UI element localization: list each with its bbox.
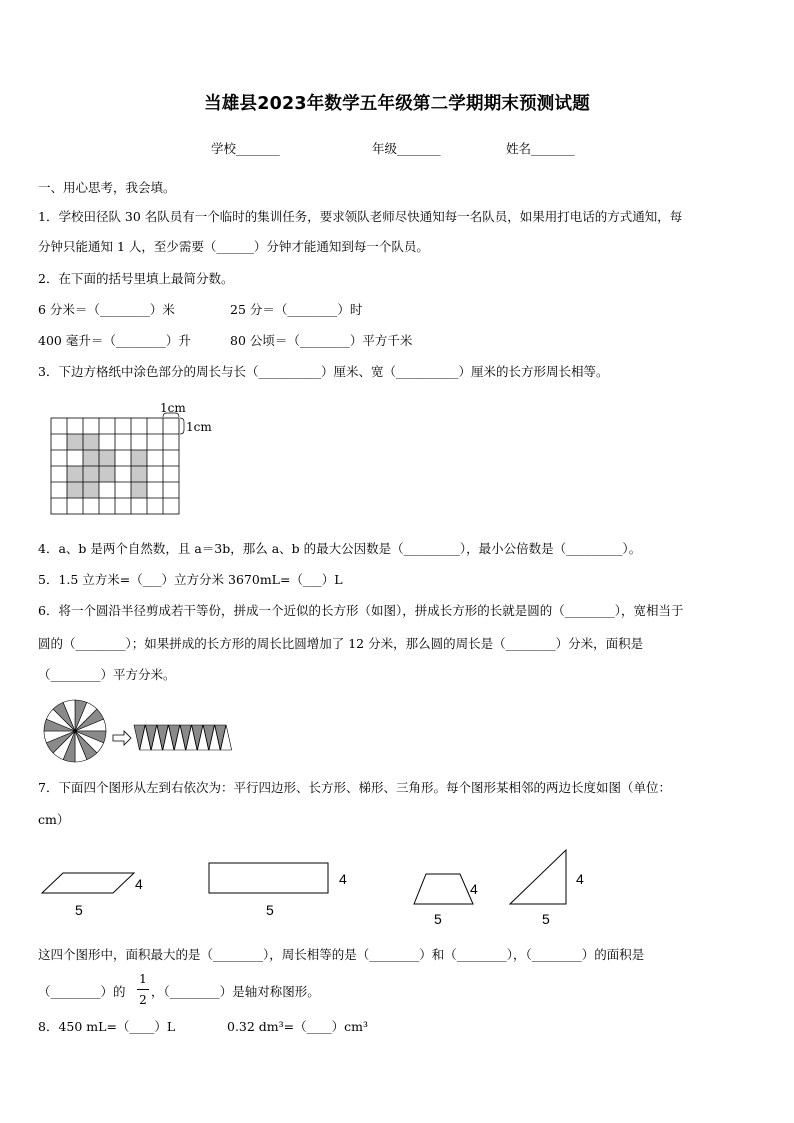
trapezoid-side-label: 4 <box>470 881 478 897</box>
q1-line1: 1．学校田径队 30 名队员有一个临时的集训任务，要求领队老师尽快通知每一名队员，如果用打电话的方式通知，每 <box>38 209 683 224</box>
label-1cm-right: 1cm <box>186 420 212 434</box>
fraction-numerator: 1 <box>139 972 147 986</box>
q7-line3: 这四个图形中，面积最大的是（________），周长相等的是（________）和（________），（________）的面积是 <box>38 947 645 962</box>
q5-text: 5．1.5 立方米=（___）立方分米 3670mL=（___）L <box>38 572 343 587</box>
rectangle-base-label: 5 <box>266 902 274 918</box>
parallelogram-side-label: 4 <box>135 876 143 892</box>
parallelogram-shape <box>42 873 134 893</box>
label-1cm-top: 1cm <box>160 401 186 415</box>
fraction-denominator: 2 <box>139 993 147 1007</box>
q1-line2: 分钟只能通知 1 人，至少需要（______）分钟才能通知到每一个队员。 <box>38 239 429 254</box>
parallelogram-base-label: 5 <box>75 902 83 918</box>
q6-line1: 6．将一个圆沿半径剪成若干等份，拼成一个近似的长方形（如图），拼成长方形的长就是圆的（________），宽相当于 <box>38 603 684 618</box>
q8-item-a: 8．450 mL=（____）L <box>38 1019 176 1034</box>
school-field[interactable]: 学校_______ <box>211 141 280 156</box>
triangle-base-label: 5 <box>542 911 550 927</box>
q2-item-b: 25 分＝（________）时 <box>230 302 363 317</box>
rectangle-shape <box>209 863 328 893</box>
q8-item-b: 0.32 dm³=（____）cm³ <box>227 1019 369 1034</box>
q7-line4b: ，（________）是轴对称图形。 <box>151 984 320 999</box>
q2-stem: 2．在下面的括号里填上最简分数。 <box>38 271 234 286</box>
q6-line2: 圆的（________）；如果拼成的长方形的周长比圆增加了 12 分米，那么圆的周长是（________）分米，面积是 <box>38 636 644 651</box>
grade-field[interactable]: 年级_______ <box>372 141 441 156</box>
q6-line3: （________）平方分米。 <box>38 667 176 682</box>
q3-stem: 3．下边方格纸中涂色部分的周长与长（__________）厘米、宽（__________）厘米的长方形周长相等。 <box>38 364 609 379</box>
q2-item-d: 80 公顷＝（________）平方千米 <box>230 333 413 348</box>
fraction-bar <box>137 989 149 990</box>
rectangle-side-label: 4 <box>339 871 347 887</box>
q7-line1: 7．下面四个图形从左到右依次为：平行四边形、长方形、梯形、三角形。每个图形某相邻的两边长度如图（单位： <box>38 780 671 795</box>
name-field[interactable]: 姓名_______ <box>506 141 575 156</box>
q2-item-a: 6 分米＝（________）米 <box>38 302 175 317</box>
q4-text: 4．a、b 是两个自然数，且 a＝3b，那么 a、b 的最大公因数是（_________），最小公倍数是（_________）。 <box>38 541 642 556</box>
q2-item-c: 400 毫升＝（________）升 <box>38 333 191 348</box>
trapezoid-base-label: 5 <box>434 911 442 927</box>
page-title: 当雄县2023年数学五年级第二学期期末预测试题 <box>204 94 590 114</box>
q7-line4a: （________）的 <box>38 984 126 999</box>
section-heading: 一、用心思考，我会填。 <box>38 180 176 195</box>
q7-line2: cm） <box>38 812 70 827</box>
triangle-side-label: 4 <box>576 871 584 887</box>
triangle-shape <box>510 850 566 904</box>
trapezoid-shape <box>414 874 473 904</box>
